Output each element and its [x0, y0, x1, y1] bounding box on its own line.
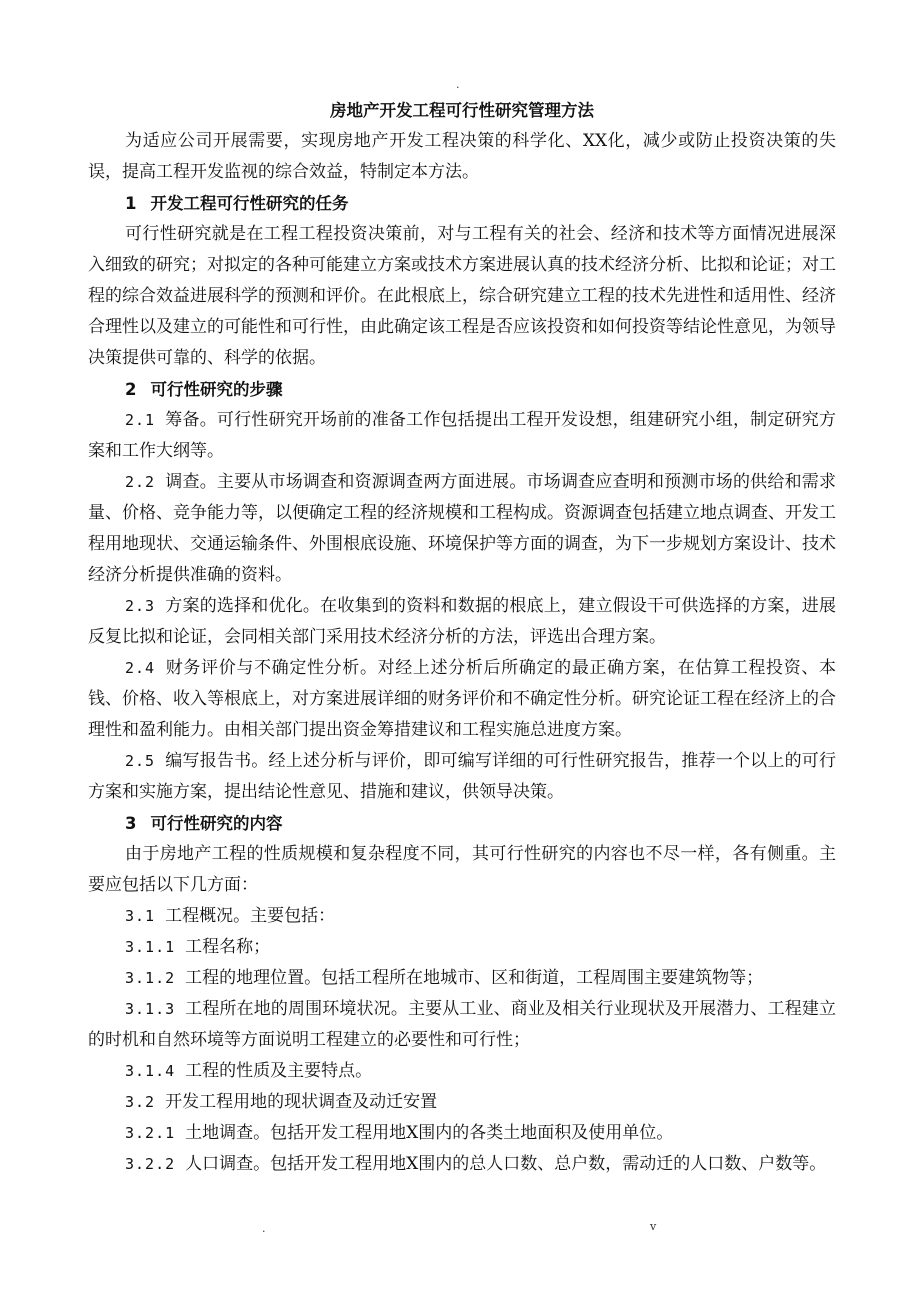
clause-text: 方案的选择和优化。在收集到的资料和数据的根底上，建立假设干可供选择的方案，进展反复比拟和论证，会同相关部门采用技术经济分析的方法，评选出合理方案。	[88, 596, 836, 647]
section-3-heading	[88, 808, 836, 839]
clause-number: 2.5	[125, 752, 156, 770]
paragraph-2-3	[88, 591, 836, 653]
clause-text: 工程所在地的周围环境状况。主要从工业、商业及相关行业现状及开展潜力、工程建立的时机和自然环境等方面说明工程建立的必要性和可行性；	[88, 999, 836, 1050]
section-2-heading	[88, 374, 836, 405]
clause-number: 2.2	[125, 473, 156, 491]
document-title: 房地产开发工程可行性研究管理方法	[330, 101, 594, 120]
clause-number: 3.2.2	[125, 1155, 176, 1173]
clause-number: 3.1	[125, 907, 156, 925]
clause-number: 3.1.3	[125, 1000, 176, 1018]
clause-text: 工程的地理位置。包括工程所在地城市、区和街道，工程周围主要建筑物等；	[185, 968, 764, 988]
clause-number: 3.2.1	[125, 1124, 176, 1142]
clause-number: 2.3	[125, 597, 156, 615]
paragraph-3-2-2	[88, 1149, 836, 1180]
paragraph-3-1-1	[88, 932, 836, 963]
clause-text: 工程概况。主要包括：	[165, 906, 336, 926]
document-body	[88, 95, 836, 1180]
paragraph-2-5	[88, 746, 836, 808]
paragraph-3-1-2	[88, 963, 836, 994]
section-number: 2	[125, 380, 137, 399]
paragraph-2-4	[88, 653, 836, 746]
clause-number: 3.2	[125, 1093, 156, 1111]
header-mark: .	[456, 78, 460, 91]
section-number: 3	[125, 814, 137, 833]
footer-left-mark: .	[262, 1222, 266, 1235]
section-1-paragraph: 可行性研究就是在工程工程投资决策前，对与工程有关的社会、经济和技术等方面情况进展深入细致的研究；对拟定的各种可能建立方案或技术方案进展认真的技术经济分析、比拟和论证；对工程的综合效益进展科学的预测和评价。在此根底上，综合研究建立工程的技术先进性和适用性、经济合理性以及建立的可能性和可行性，由此确定该工程是否应该投资和如何投资等结论性意见，为领导决策提供可靠的、科学的依据。	[88, 224, 836, 368]
section-number: 1	[125, 194, 137, 213]
clause-number: 3.1.4	[125, 1062, 176, 1080]
clause-text: 工程名称；	[185, 937, 271, 957]
clause-text: 财务评价与不确定性分析。对经上述分析后所确定的最正确方案，在估算工程投资、本钱、价格、收入等根底上，对方案进展详细的财务评价和不确定性分析。研究论证工程在经济上的合理性和盈利能力。由相关部门提出资金筹措建议和工程实施总进度方案。	[88, 658, 836, 740]
paragraph-3-1-3	[88, 994, 836, 1056]
paragraph-3-2-1	[88, 1118, 836, 1149]
clause-number: 2.1	[125, 411, 156, 429]
clause-text: 调查。主要从市场调查和资源调查两方面进展。市场调查应查明和预测市场的供给和需求量、价格、竞争能力等，以便确定工程的经济规模和工程构成。资源调查包括建立地点调查、开发工程用地现状、交通运输条件、外围根底设施、环境保护等方面的调查，为下一步规划方案设计、技术经济分析提供准确的资料。	[88, 472, 836, 585]
section-title: 可行性研究的步骤	[150, 380, 283, 399]
clause-text: 工程的性质及主要特点。	[185, 1061, 373, 1081]
paragraph-3-2	[88, 1087, 836, 1118]
clause-number: 3.1.2	[125, 969, 176, 987]
paragraph-2-1	[88, 405, 836, 467]
section-1-heading	[88, 188, 836, 219]
intro-paragraph: 为适应公司开展需要，实现房地产开发工程决策的科学化、XX化，减少或防止投资决策的失误，提高工程开发监视的综合效益，特制定本方法。	[88, 131, 836, 182]
section-title: 开发工程可行性研究的任务	[150, 194, 349, 213]
clause-number: 2.4	[125, 659, 156, 677]
clause-text: 编写报告书。经上述分析与评价，即可编写详细的可行性研究报告，推荐一个以上的可行方案和实施方案，提出结论性意见、措施和建议，供领导决策。	[88, 751, 836, 802]
clause-number: 3.1.1	[125, 938, 176, 956]
clause-text: 土地调查。包括开发工程用地X围内的各类土地面积及使用单位。	[185, 1123, 674, 1143]
paragraph-3-1-4	[88, 1056, 836, 1087]
clause-text: 开发工程用地的现状调查及动迁安置	[165, 1092, 438, 1112]
section-3-paragraph: 由于房地产工程的性质规模和复杂程度不同，其可行性研究的内容也不尽一样，各有侧重。主要应包括以下几方面：	[88, 844, 836, 895]
footer-right-mark: v	[650, 1220, 657, 1233]
paragraph-2-2	[88, 467, 836, 591]
section-title: 可行性研究的内容	[150, 814, 283, 833]
clause-text: 筹备。可行性研究开场前的准备工作包括提出工程开发设想，组建研究小组，制定研究方案和工作大纲等。	[88, 410, 836, 461]
clause-text: 人口调查。包括开发工程用地X围内的总人口数、总户数，需动迁的人口数、户数等。	[185, 1154, 827, 1174]
paragraph-3-1	[88, 901, 836, 932]
